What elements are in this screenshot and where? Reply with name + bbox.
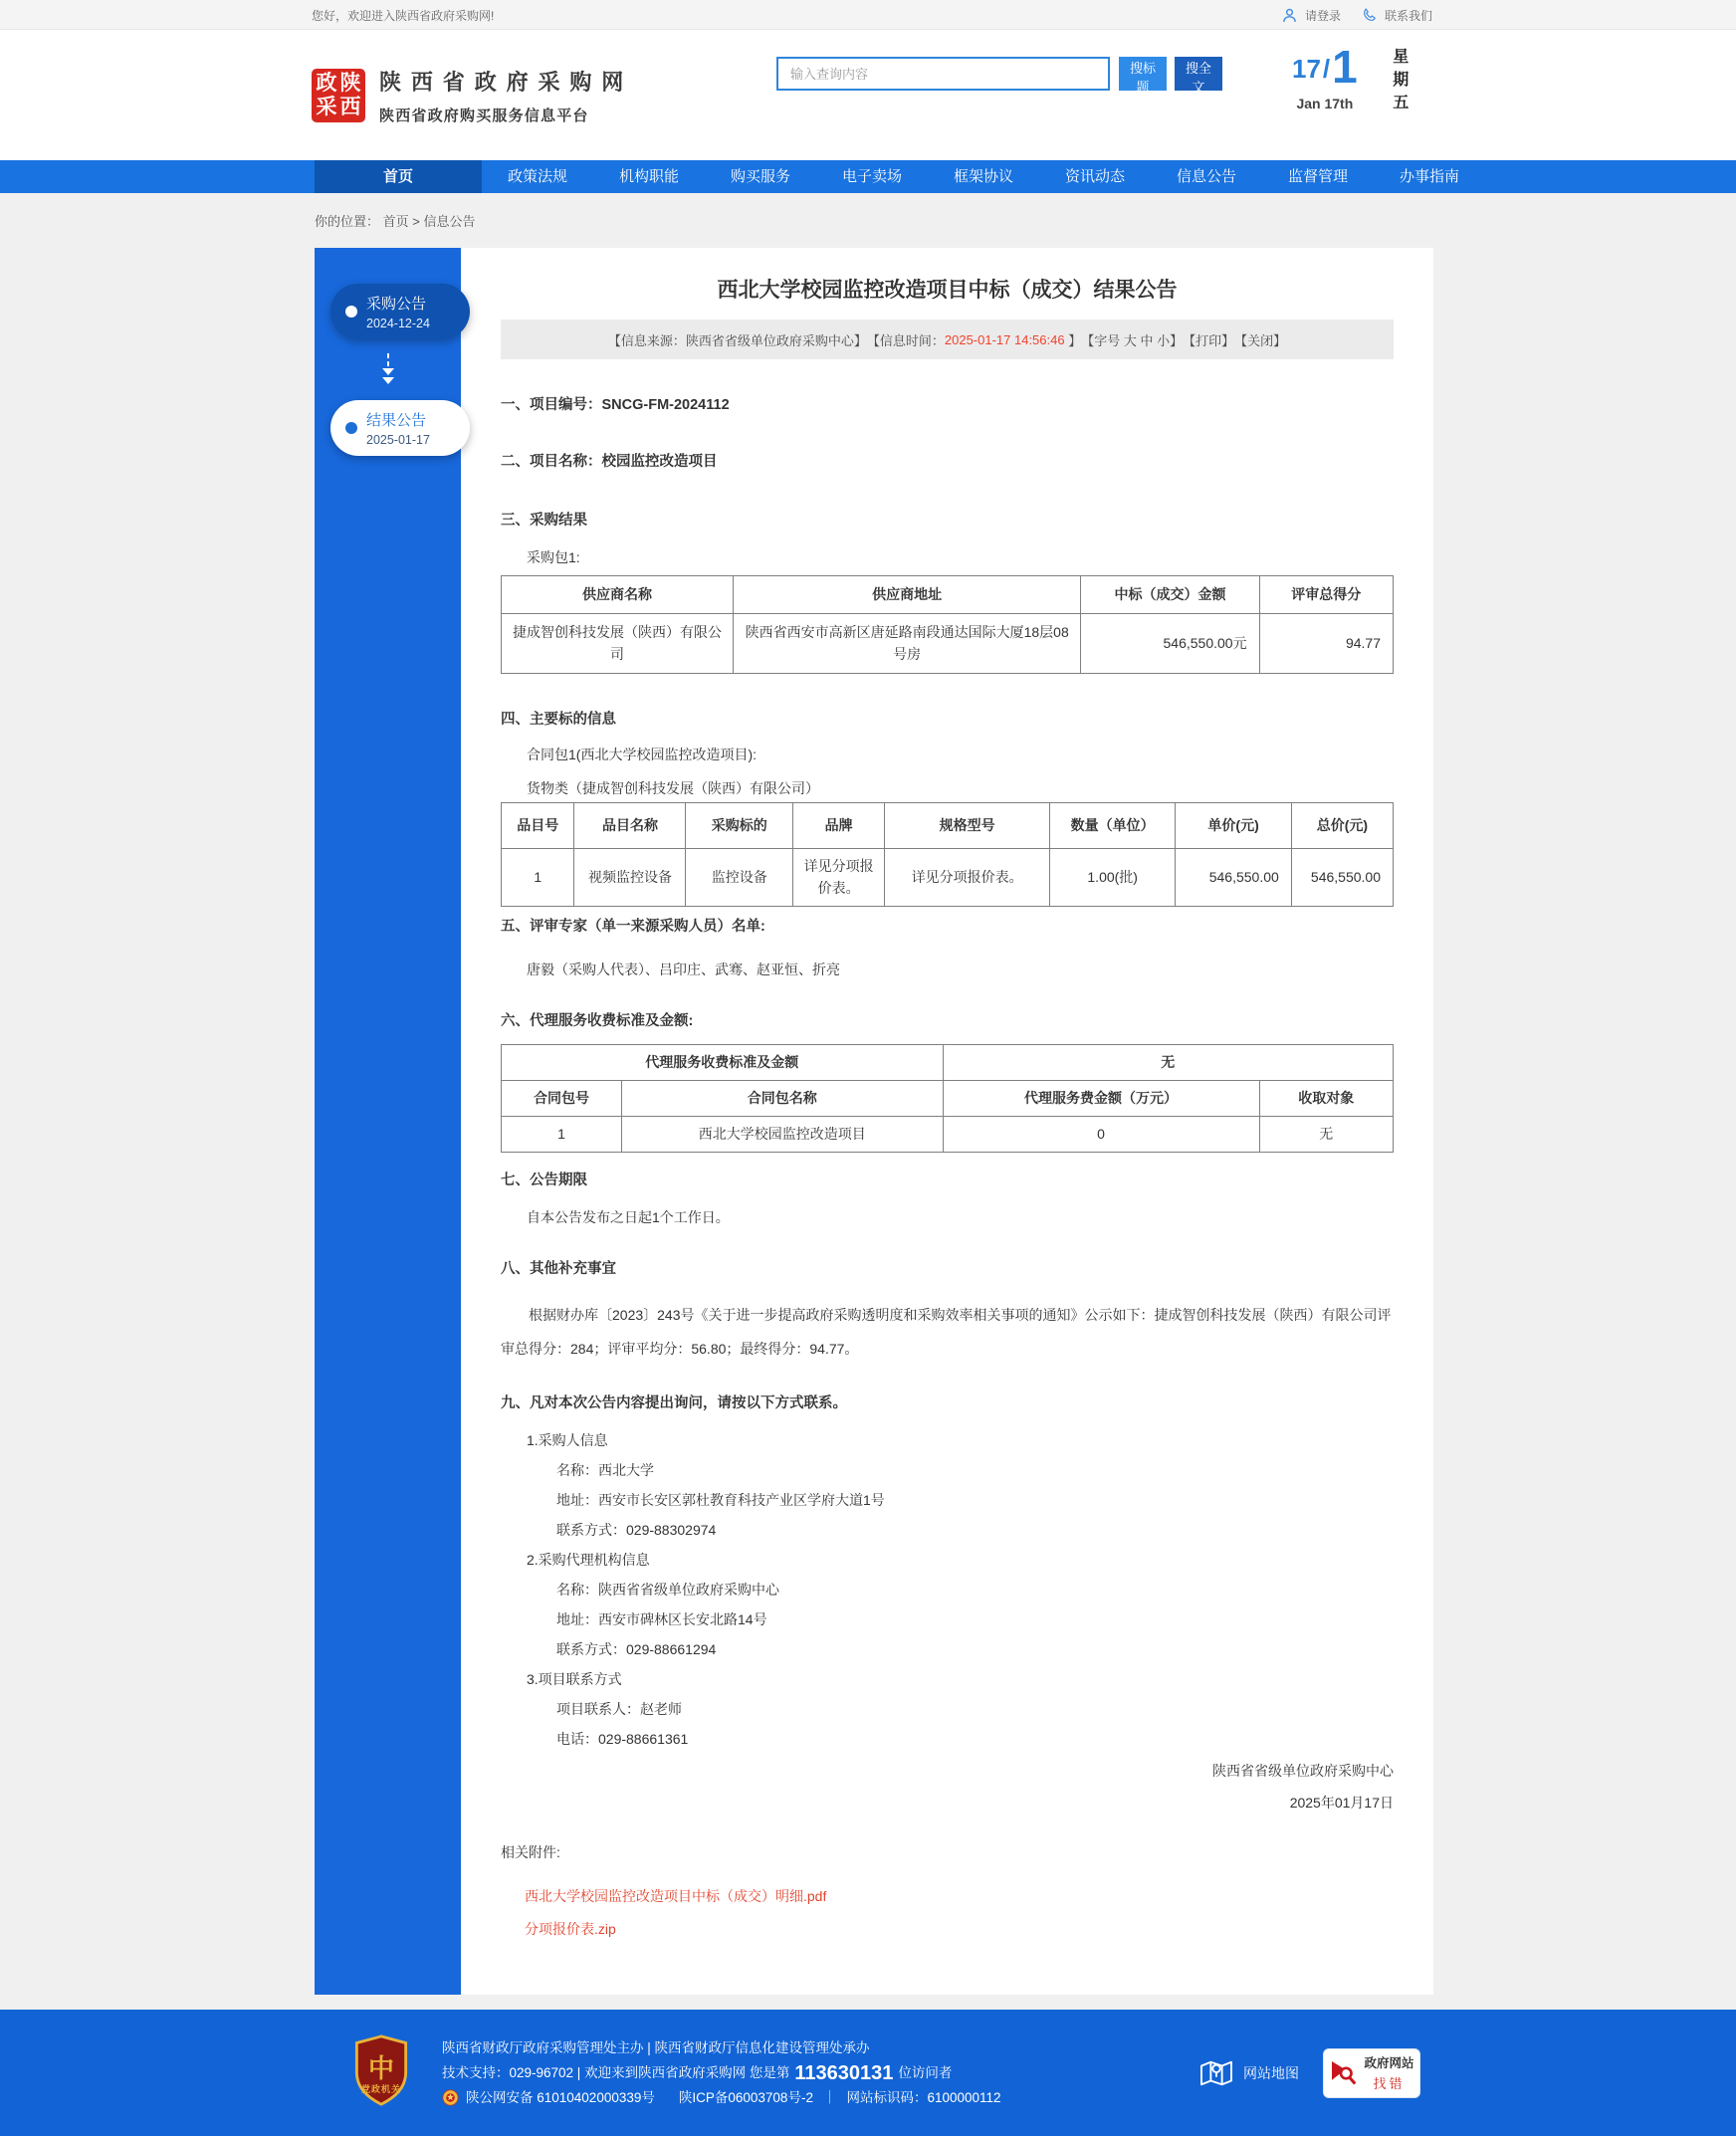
item-detail-table: [501, 802, 1394, 907]
signature-block: [501, 1761, 1394, 1813]
date-month: 1: [1332, 41, 1358, 93]
section-5-heading: 五、评审专家（单一来源采购人员）名单:: [501, 919, 765, 935]
visitor-count: 113630131: [794, 2061, 894, 2084]
search-input[interactable]: [776, 57, 1110, 91]
date-day: 17: [1292, 54, 1321, 84]
package-label: 采购包1:: [527, 549, 580, 565]
police-beian-link[interactable]: 陕公网安备 61010402000339号: [466, 2089, 655, 2105]
close-button[interactable]: 【关闭】: [1234, 332, 1287, 348]
error-flag-icon: [1329, 2057, 1359, 2089]
section-8-heading: 八、其他补充事宜: [501, 1261, 616, 1277]
contact-block: [501, 1430, 1394, 1749]
section-7-heading: 七、公告期限: [501, 1173, 587, 1188]
table-row: 捷成智创科技发展（陕西）有限公司 陕西省西安市高新区唐延路南段通达国际大厦18层08号房 546,550.00元 94.77: [502, 614, 1394, 674]
search-title-button[interactable]: 搜标题: [1119, 57, 1167, 91]
section-9-heading: 九、凡对本次公告内容提出询问，请按以下方式联系。: [501, 1395, 847, 1411]
nav-item-policy[interactable]: 政策法规: [507, 168, 567, 185]
table-header-row: 合同包号 合同包名称 代理服务费金额（万元） 收取对象: [502, 1081, 1394, 1117]
search-area: [776, 57, 1222, 95]
nav-item-guide[interactable]: 办事指南: [1399, 168, 1459, 185]
phone-icon: [1362, 7, 1378, 23]
sitemap-link[interactable]: 网站地图: [1199, 2058, 1299, 2088]
article-meta-bar: 【信息来源：陕西省省级单位政府采购中心】 【信息时间： 2025-01-17 14:56:46 】 【字号 大 中 小 】 【打印】 【关闭】: [501, 320, 1394, 359]
signature-org: 陕西省省级单位政府采购中心: [1212, 1763, 1394, 1779]
footer-support-line: 技术支持：029-96702 | 欢迎来到陕西省政府采购网 您是第 113630131 位访问者: [442, 2061, 953, 2084]
site-code: 网站标识码：6100000112: [846, 2089, 1001, 2105]
attachment-zip-link[interactable]: 分项报价表.zip: [525, 1921, 616, 1937]
notice-period-text: 自本公告发布之日起1个工作日。: [527, 1209, 730, 1225]
table-header-row: 品目号 品目名称 采购标的 品牌 规格型号 数量（单位） 单价(元) 总价(元): [502, 803, 1394, 849]
attachment-pdf-link[interactable]: 西北大学校园监控改造项目中标（成交）明细.pdf: [525, 1888, 827, 1904]
site-subtitle: 陕西省政府购买服务信息平台: [379, 107, 589, 124]
purchaser-info-title: 1.采购人信息: [527, 1432, 608, 1448]
section-6-heading: 六、代理服务收费标准及金额:: [501, 1013, 694, 1029]
project-contact-phone: 电话：029-88661361: [556, 1731, 689, 1747]
info-source: 【信息来源：陕西省省级单位政府采购中心】: [607, 332, 867, 348]
purchaser-address: 地址：西安市长安区郭杜教育科技产业区学府大道1号: [556, 1492, 885, 1508]
nav-item-home[interactable]: 首页: [315, 160, 482, 193]
article-card: [461, 248, 1433, 1995]
agency-info-title: 2.采购代理机构信息: [527, 1552, 650, 1568]
timeline-dot-icon: [345, 306, 357, 318]
search-fulltext-button[interactable]: 搜全文: [1175, 57, 1222, 91]
font-size-medium[interactable]: 中: [1136, 332, 1154, 348]
section-1-heading: 一、项目编号：SNCG-FM-2024112: [501, 397, 730, 413]
date-english: Jan 17th: [1296, 96, 1354, 111]
nav-item-purchase-service[interactable]: 购买服务: [730, 168, 790, 185]
main-nav: [0, 160, 1736, 193]
article-title: 西北大学校园监控改造项目中标（成交）结果公告: [717, 279, 1178, 302]
agency-phone: 联系方式：029-88661294: [556, 1641, 717, 1657]
icp-beian-link[interactable]: 陕ICP备06003708号-2: [678, 2089, 813, 2105]
arrow-down-icon: [315, 353, 461, 384]
site-header: [0, 30, 1736, 160]
info-time: 2025-01-17 14:56:46: [944, 331, 1065, 347]
table-row: 代理服务收费标准及金额 无: [502, 1045, 1394, 1081]
breadcrumb-label: 你的位置：: [315, 214, 380, 229]
map-icon: [1199, 2058, 1233, 2088]
agency-address: 地址：西安市碑林区长安北路14号: [556, 1611, 767, 1627]
table-row: 1 视频监控设备 监控设备 详见分项报价表。 详见分项报价表。 1.00(批) 546,550.00 546,550.00: [502, 849, 1394, 907]
breadcrumb-home-link[interactable]: 首页: [382, 214, 409, 229]
login-link[interactable]: 请登录: [1304, 8, 1341, 23]
contact-us-link[interactable]: 联系我们: [1384, 8, 1432, 23]
nav-item-supervision[interactable]: 监督管理: [1287, 168, 1348, 185]
error-report-badge[interactable]: 政府网站 找错: [1323, 2048, 1420, 2098]
welcome-text: 您好，欢迎进入陕西省政府采购网!: [312, 8, 495, 23]
breadcrumb-current[interactable]: 信息公告: [423, 214, 476, 229]
table-header-row: 供应商名称 供应商地址 中标（成交）金额 评审总得分: [502, 576, 1394, 614]
attachments-label: 相关附件:: [501, 1844, 560, 1860]
table-row: 1 西北大学校园监控改造项目 0 无: [502, 1117, 1394, 1153]
timeline-sidebar: [315, 248, 461, 1995]
section-2-heading: 二、项目名称：校园监控改造项目: [501, 454, 718, 470]
contract-package-line: 合同包1(西北大学校园监控改造项目):: [527, 747, 757, 762]
section-3-heading: 三、采购结果: [501, 513, 587, 529]
footer-beian-line: 陕公网安备 61010402000339号 陕ICP备06003708号-2 ｜ 网站标识码：6100000112: [442, 2088, 1001, 2108]
police-badge-icon: [442, 2089, 459, 2106]
purchaser-name: 名称：西北大学: [556, 1462, 654, 1478]
project-contact-title: 3.项目联系方式: [527, 1671, 622, 1687]
supplier-result-table: [501, 575, 1394, 674]
nav-item-functions[interactable]: 机构职能: [618, 168, 679, 185]
agency-name: 名称：陕西省省级单位政府采购中心: [556, 1582, 779, 1598]
agency-fee-table: [501, 1044, 1394, 1153]
breadcrumb: 你的位置： 首页 > 信息公告: [315, 214, 476, 229]
font-size-large[interactable]: 大: [1123, 332, 1137, 348]
footer-organizer-line: 陕西省财政厅政府采购管理处主办 | 陕西省财政厅信息化建设管理处承办: [442, 2039, 870, 2055]
print-button[interactable]: 【打印】: [1183, 332, 1235, 348]
sidebar-item-purchase-notice[interactable]: 采购公告 2024-12-24: [330, 284, 470, 339]
supplement-text: 根据财办库〔2023〕243号《关于进一步提高政府采购透明度和采购效率相关事项的通知》公示如下：捷成智创科技发展（陕西）有限公司评审总得分：284；评审平均分：56.80；最终得分：94.77。: [501, 1307, 1392, 1357]
nav-item-framework[interactable]: 框架协议: [953, 168, 1013, 185]
timeline-dot-icon: [345, 422, 357, 434]
goods-category-line: 货物类（捷成智创科技发展（陕西）有限公司）: [527, 780, 819, 796]
site-logo-seal: 政 陕 采 西: [312, 69, 365, 122]
project-contact-person: 项目联系人：赵老师: [556, 1701, 682, 1717]
topbar: [0, 0, 1736, 30]
section-4-heading: 四、主要标的信息: [501, 712, 616, 728]
site-name: 陕西省政府采购网: [379, 69, 634, 95]
nav-item-news[interactable]: 资讯动态: [1064, 168, 1125, 185]
gov-emblem-icon: 中 党政机关: [350, 2034, 412, 2111]
date-weekday: 星期五: [1390, 48, 1408, 116]
signature-date: 2025年01月17日: [1289, 1795, 1394, 1811]
nav-item-emall[interactable]: 电子卖场: [841, 168, 902, 185]
user-icon: [1281, 7, 1298, 24]
expert-names: 唐毅（采购人代表）、吕印庄、武骞、赵亚恒、折亮: [527, 961, 840, 977]
font-size-small[interactable]: 小: [1153, 332, 1171, 348]
sidebar-item-result-notice[interactable]: 结果公告 2025-01-17: [330, 400, 470, 456]
date-widget: 17 / 1 Jan 17th 星期五: [1292, 44, 1456, 116]
purchaser-phone: 联系方式：029-88302974: [556, 1522, 717, 1538]
nav-item-announcements[interactable]: 信息公告: [1176, 168, 1236, 185]
